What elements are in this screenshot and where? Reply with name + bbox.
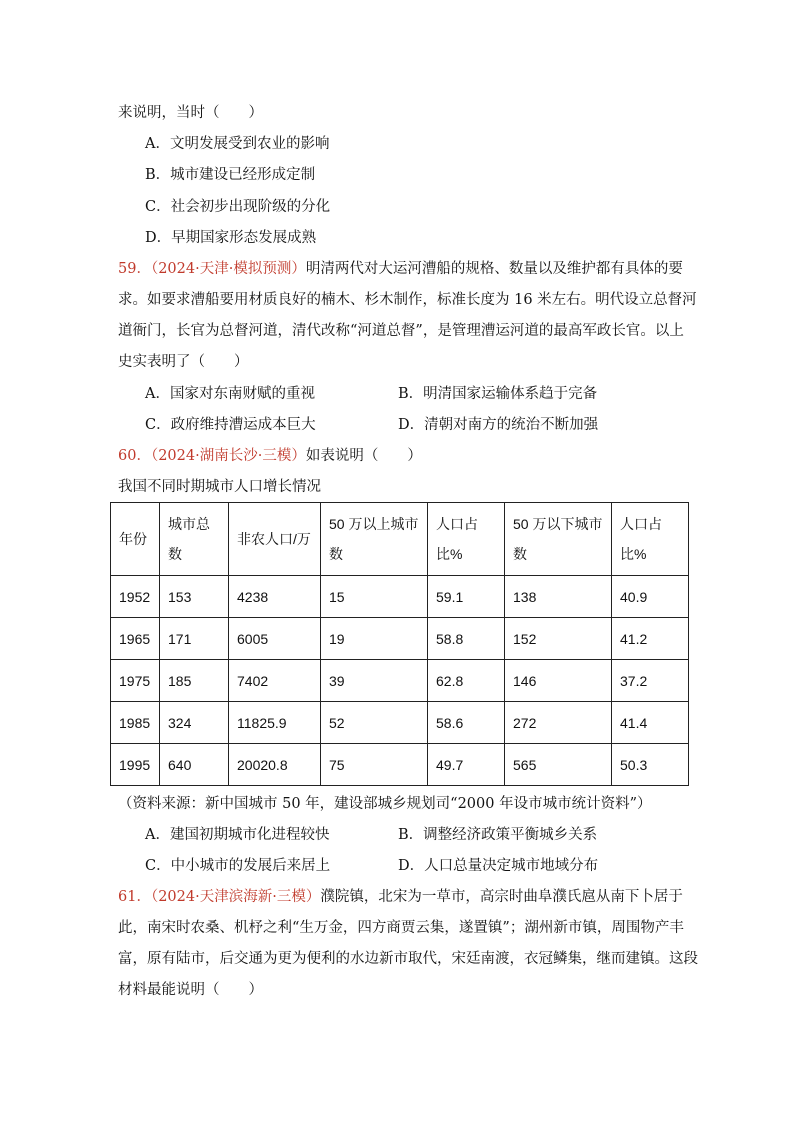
q59-stem-line-2: 求。如要求漕船要用材质良好的楠木、杉木制作，标准长度为 16 米左右。明代设立总督河 bbox=[118, 292, 697, 308]
q60-text: 如表说明（ ） bbox=[305, 448, 422, 464]
table-cell: 171 bbox=[160, 618, 229, 660]
q60-option-a: A．建国初期城市化进程较快 bbox=[145, 827, 330, 843]
table-cell: 59.1 bbox=[428, 576, 505, 618]
table-cell: 62.8 bbox=[428, 660, 505, 702]
q59-stem-line-4: 史实表明了（ ） bbox=[118, 354, 249, 370]
table-row bbox=[111, 576, 689, 618]
q60-option-d: D．人口总量决定城市地域分布 bbox=[398, 858, 599, 874]
header-large-share: 人口占比% bbox=[428, 503, 505, 576]
table-cell: 41.2 bbox=[612, 618, 689, 660]
q58-option-a: A．文明发展受到农业的影响 bbox=[145, 136, 330, 152]
q58-option-c: C．社会初步出现阶级的分化 bbox=[145, 199, 331, 215]
q61-text: 濮院镇，北宋为一草市，高宗时曲阜濮氏扈从南下卜居于 bbox=[320, 889, 683, 905]
table-cell: 185 bbox=[160, 660, 229, 702]
q61-stem-line-2: 此，南宋时农桑、机杼之利“生万金，四方商贾云集，遂置镇”；湖州新市镇，周围物产丰 bbox=[118, 920, 684, 936]
table-cell: 52 bbox=[321, 702, 428, 744]
table-cell: 39 bbox=[321, 660, 428, 702]
q59-option-d: D．清朝对南方的统治不断加强 bbox=[398, 417, 599, 433]
q58-option-d: D．早期国家形态发展成熟 bbox=[145, 230, 317, 246]
table-cell: 1995 bbox=[111, 744, 160, 786]
q61-stem-line-1 bbox=[118, 887, 683, 907]
table-row bbox=[111, 702, 689, 744]
header-year: 年份 bbox=[111, 503, 160, 576]
q60-table-source-note: （资料来源：新中国城市 50 年，建设部城乡规划司“2000 年设市城市统计资料”） bbox=[118, 796, 652, 812]
table-cell: 1952 bbox=[111, 576, 160, 618]
q58-option-b: B．城市建设已经形成定制 bbox=[145, 167, 316, 183]
q61-stem-line-4: 材料最能说明（ ） bbox=[118, 982, 263, 998]
q60-number: 60． bbox=[118, 448, 151, 464]
table-row bbox=[111, 660, 689, 702]
table-cell: 19 bbox=[321, 618, 428, 660]
table-cell: 40.9 bbox=[612, 576, 689, 618]
table-cell: 1965 bbox=[111, 618, 160, 660]
header-large-cities: 50 万以上城市数 bbox=[321, 503, 428, 576]
table-cell: 58.8 bbox=[428, 618, 505, 660]
q61-stem-line-3: 富，原有陆市，后交通为更为便利的水边新市取代，宋廷南渡，衣冠鳞集，继而建镇。这段 bbox=[118, 951, 698, 967]
q59-stem-line-1 bbox=[118, 259, 683, 279]
q60-option-b: B．调整经济政策平衡城乡关系 bbox=[398, 827, 598, 843]
table-cell: 41.4 bbox=[612, 702, 689, 744]
q59-option-a: A．国家对东南财赋的重视 bbox=[145, 386, 315, 402]
table-cell: 565 bbox=[505, 744, 612, 786]
table-cell: 50.3 bbox=[612, 744, 689, 786]
table-cell: 20020.8 bbox=[229, 744, 321, 786]
table-cell: 49.7 bbox=[428, 744, 505, 786]
table-cell: 7402 bbox=[229, 660, 321, 702]
q60-option-c: C．中小城市的发展后来居上 bbox=[145, 858, 331, 874]
header-nonagri-pop: 非农人口/万 bbox=[229, 503, 321, 576]
q59-text: 明清两代对大运河漕船的规格、数量以及维护都有具体的要 bbox=[305, 261, 683, 277]
table-cell: 58.6 bbox=[428, 702, 505, 744]
table-cell: 324 bbox=[160, 702, 229, 744]
q61-number: 61． bbox=[118, 889, 151, 905]
table-cell: 11825.9 bbox=[229, 702, 321, 744]
table-cell: 1975 bbox=[111, 660, 160, 702]
q58-stem-tail: 来说明，当时（ ） bbox=[118, 105, 263, 121]
table-cell: 138 bbox=[505, 576, 612, 618]
q60-source: （2024·湖南长沙·三模） bbox=[150, 448, 306, 464]
header-city-total: 城市总数 bbox=[160, 503, 229, 576]
q59-number: 59． bbox=[118, 261, 151, 277]
table-cell: 272 bbox=[505, 702, 612, 744]
population-table bbox=[110, 502, 689, 786]
table-cell: 15 bbox=[321, 576, 428, 618]
table-row bbox=[111, 744, 689, 786]
table-row bbox=[111, 618, 689, 660]
table-cell: 37.2 bbox=[612, 660, 689, 702]
q59-option-c: C．政府维持漕运成本巨大 bbox=[145, 417, 316, 433]
table-header-row bbox=[111, 503, 689, 576]
q59-stem-line-3: 道衙门，长官为总督河道，清代改称“河道总督”，是管理漕运河道的最高军政长官。以上 bbox=[118, 323, 684, 339]
table-cell: 75 bbox=[321, 744, 428, 786]
header-small-share: 人口占比% bbox=[612, 503, 689, 576]
table-cell: 146 bbox=[505, 660, 612, 702]
table-cell: 4238 bbox=[229, 576, 321, 618]
table-cell: 152 bbox=[505, 618, 612, 660]
q61-source: （2024·天津滨海新·三模） bbox=[150, 889, 321, 905]
table-cell: 640 bbox=[160, 744, 229, 786]
q60-table-caption: 我国不同时期城市人口增长情况 bbox=[118, 479, 321, 495]
q59-option-b: B．明清国家运输体系趋于完备 bbox=[398, 386, 598, 402]
table-cell: 6005 bbox=[229, 618, 321, 660]
table-cell: 1985 bbox=[111, 702, 160, 744]
table-cell: 153 bbox=[160, 576, 229, 618]
q59-source: （2024·天津·模拟预测） bbox=[150, 261, 306, 277]
q60-stem bbox=[118, 446, 422, 466]
header-small-cities: 50 万以下城市数 bbox=[505, 503, 612, 576]
